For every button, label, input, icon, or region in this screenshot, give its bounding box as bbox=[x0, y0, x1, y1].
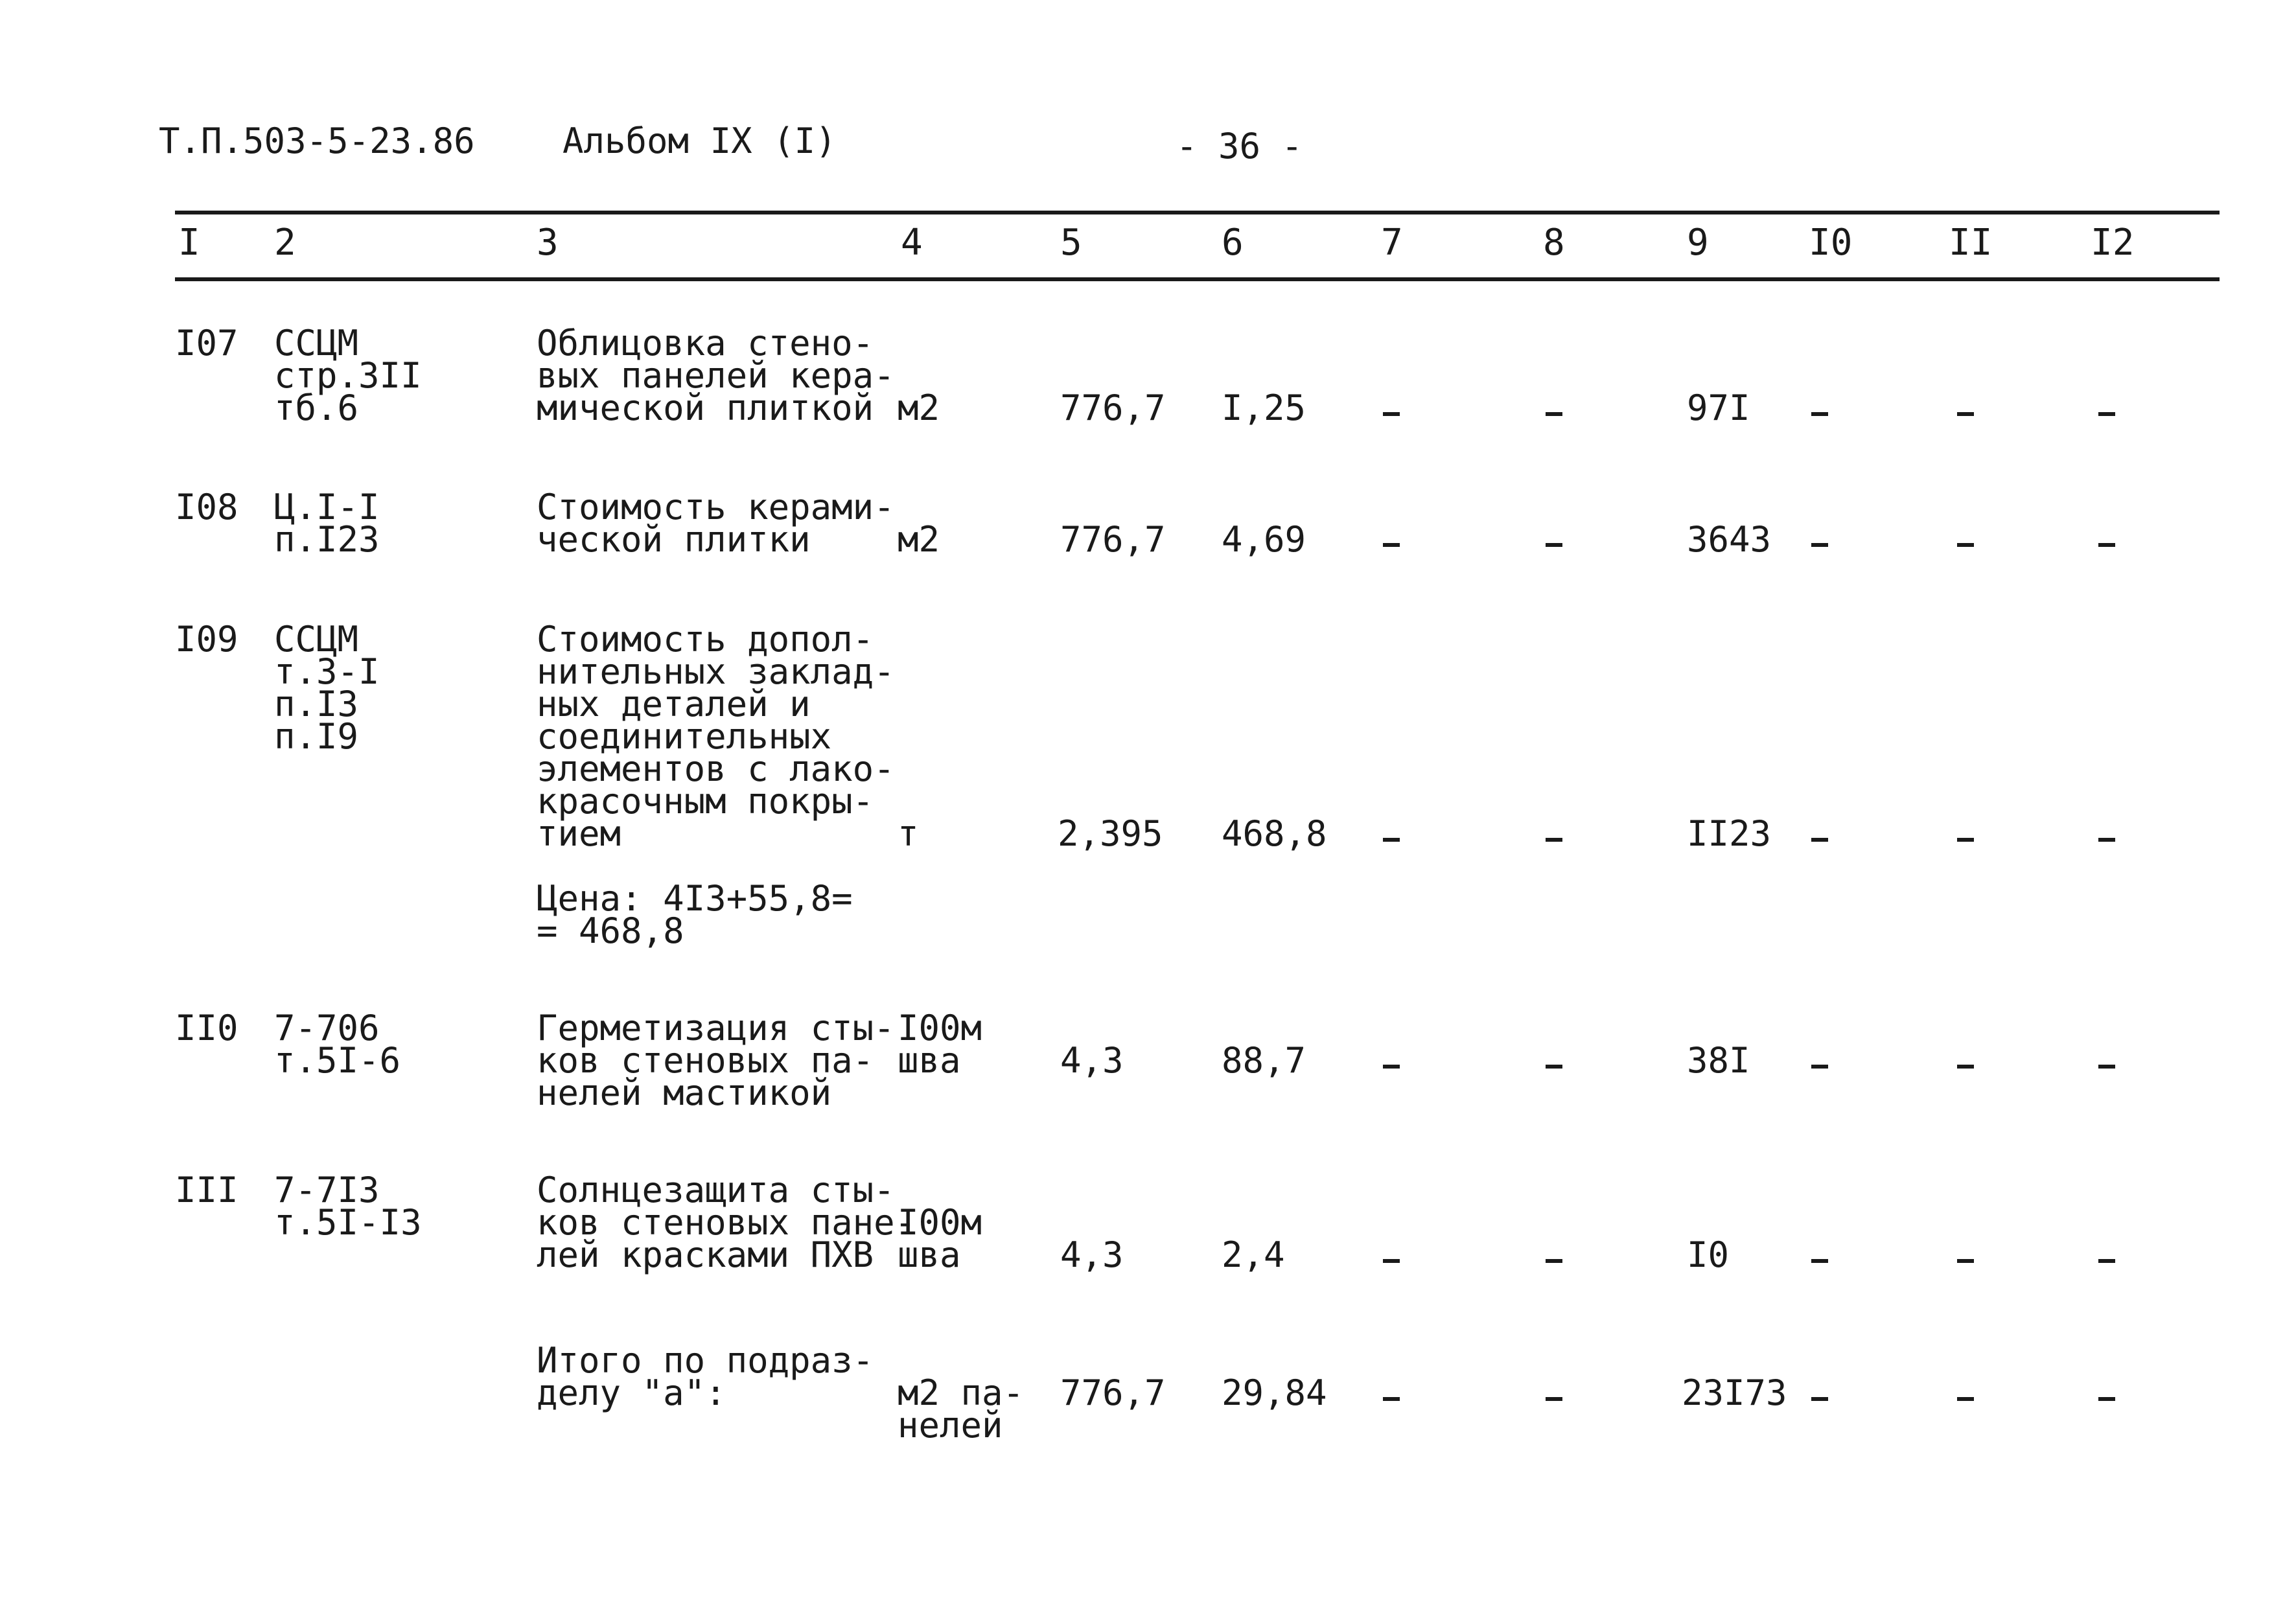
row-col12-dash bbox=[2098, 1065, 2115, 1069]
row-unit-price: I,25 bbox=[1222, 387, 1306, 428]
row-col7-dash bbox=[1383, 1065, 1400, 1069]
row-total: II23 bbox=[1687, 813, 1772, 854]
price-note: Цена: 4I3+55,8= = 468,8 bbox=[537, 878, 853, 951]
row-quantity: 776,7 bbox=[1060, 519, 1166, 560]
row-reference: ССЦМ т.3-I п.I3 п.I9 bbox=[274, 619, 380, 757]
row-col10-dash bbox=[1811, 1259, 1828, 1263]
row-number: III bbox=[175, 1170, 238, 1210]
row-unit: I00м шва bbox=[898, 1202, 982, 1275]
row-unit: м2 bbox=[898, 519, 940, 560]
subtotal-total: 23I73 bbox=[1682, 1372, 1787, 1413]
table-header-rule bbox=[175, 277, 2220, 281]
column-header: I2 bbox=[2091, 222, 2135, 264]
row-description: Солнцезащита сты- ков стеновых пане- лей красками ПХВ bbox=[537, 1170, 916, 1275]
row-col11-dash bbox=[1957, 543, 1974, 547]
row-col11-dash bbox=[1957, 412, 1974, 416]
row-col8-dash bbox=[1546, 1065, 1562, 1069]
row-total: 97I bbox=[1687, 387, 1750, 428]
subtotal-unit-price: 29,84 bbox=[1222, 1372, 1327, 1413]
subtotal-col7-dash bbox=[1383, 1397, 1400, 1401]
row-col11-dash bbox=[1957, 1259, 1974, 1263]
row-quantity: 2,395 bbox=[1058, 813, 1163, 854]
column-header: I0 bbox=[1809, 222, 1853, 264]
table-top-rule bbox=[175, 211, 2220, 214]
column-header: I bbox=[178, 222, 200, 264]
row-total: 38I bbox=[1687, 1040, 1750, 1081]
row-col8-dash bbox=[1546, 1259, 1562, 1263]
row-number: II0 bbox=[175, 1008, 238, 1048]
subtotal-unit: м2 па- нелей bbox=[898, 1372, 1025, 1446]
row-description: Стоимость керами- ческой плитки bbox=[537, 487, 895, 560]
row-reference: ССЦМ стр.3II тб.6 bbox=[274, 323, 422, 428]
row-total: I0 bbox=[1687, 1234, 1730, 1275]
row-number: I08 bbox=[175, 487, 238, 527]
document-code: Т.П.503-5-23.86 bbox=[159, 121, 475, 161]
column-header: 3 bbox=[537, 222, 559, 264]
row-reference: 7-706 т.5I-6 bbox=[274, 1008, 401, 1081]
column-header: 8 bbox=[1543, 222, 1565, 264]
row-unit-price: 4,69 bbox=[1222, 519, 1306, 560]
row-col8-dash bbox=[1546, 543, 1562, 547]
row-quantity: 776,7 bbox=[1060, 387, 1166, 428]
row-col12-dash bbox=[2098, 1259, 2115, 1263]
album-label: Альбом IX (I) bbox=[562, 121, 837, 161]
row-number: I09 bbox=[175, 619, 238, 660]
row-col12-dash bbox=[2098, 412, 2115, 416]
column-header: 7 bbox=[1381, 222, 1403, 264]
row-col7-dash bbox=[1383, 543, 1400, 547]
row-description: Герметизация сты- ков стеновых па- нелей мастикой bbox=[537, 1008, 895, 1113]
column-header: 2 bbox=[274, 222, 296, 264]
page-number: - 36 - bbox=[1176, 126, 1303, 167]
row-col12-dash bbox=[2098, 838, 2115, 842]
row-col11-dash bbox=[1957, 1065, 1974, 1069]
row-unit-price: 88,7 bbox=[1222, 1040, 1306, 1081]
subtotal-quantity: 776,7 bbox=[1060, 1372, 1166, 1413]
row-col12-dash bbox=[2098, 543, 2115, 547]
row-unit: м2 bbox=[898, 387, 940, 428]
row-quantity: 4,3 bbox=[1060, 1040, 1124, 1081]
row-unit: I00м шва bbox=[898, 1008, 982, 1081]
subtotal-label: Итого по подраз- делу "а": bbox=[537, 1340, 874, 1413]
row-col10-dash bbox=[1811, 543, 1828, 547]
row-description: Облицовка стено- вых панелей кера- мической плиткой bbox=[537, 323, 895, 428]
subtotal-col8-dash bbox=[1546, 1397, 1562, 1401]
column-header: 4 bbox=[901, 222, 923, 264]
row-total: 3643 bbox=[1687, 519, 1772, 560]
row-col8-dash bbox=[1546, 412, 1562, 416]
column-header: 9 bbox=[1687, 222, 1709, 264]
subtotal-col12-dash bbox=[2098, 1397, 2115, 1401]
row-unit-price: 468,8 bbox=[1222, 813, 1327, 854]
row-col7-dash bbox=[1383, 838, 1400, 842]
row-col10-dash bbox=[1811, 1065, 1828, 1069]
row-col7-dash bbox=[1383, 412, 1400, 416]
row-col11-dash bbox=[1957, 838, 1974, 842]
subtotal-col11-dash bbox=[1957, 1397, 1974, 1401]
row-reference: 7-7I3 т.5I-I3 bbox=[274, 1170, 422, 1243]
row-quantity: 4,3 bbox=[1060, 1234, 1124, 1275]
column-header: 5 bbox=[1060, 222, 1082, 264]
row-unit-price: 2,4 bbox=[1222, 1234, 1285, 1275]
row-col10-dash bbox=[1811, 412, 1828, 416]
row-reference: Ц.I-I п.I23 bbox=[274, 487, 380, 560]
row-col10-dash bbox=[1811, 838, 1828, 842]
column-header: 6 bbox=[1222, 222, 1244, 264]
subtotal-col10-dash bbox=[1811, 1397, 1828, 1401]
column-header: II bbox=[1949, 222, 1993, 264]
row-description: Стоимость допол- нительных заклад- ных деталей и соединительных элементов с лако- красочным покры- тием bbox=[537, 619, 895, 854]
row-col8-dash bbox=[1546, 838, 1562, 842]
row-number: I07 bbox=[175, 323, 238, 364]
row-col7-dash bbox=[1383, 1259, 1400, 1263]
row-unit: т bbox=[898, 813, 919, 854]
